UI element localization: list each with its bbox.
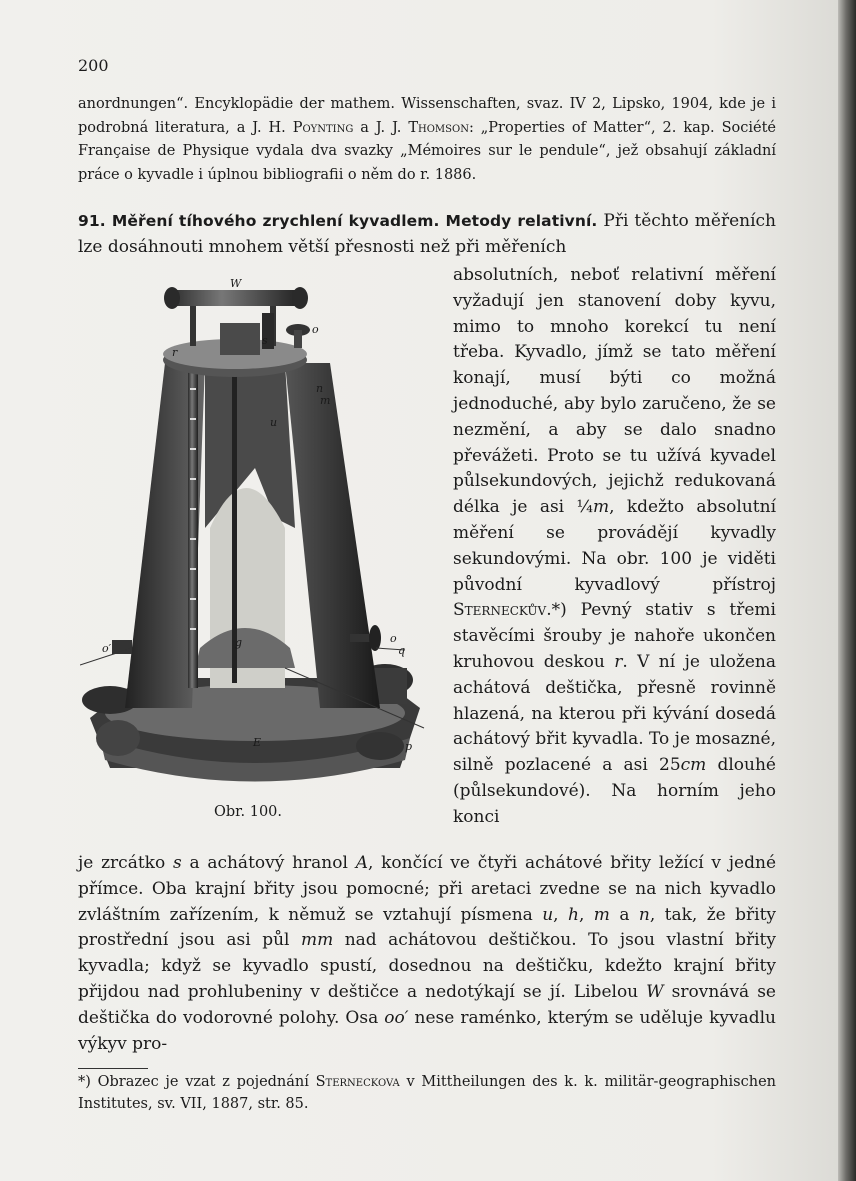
footnote: *) Obrazec je vzat z pojednání Sterneckova v Mittheilungen des k. k. militär-geographischen Institutes, sv. VII, 1887, str. 85.: [78, 1074, 776, 1112]
label-n: n: [316, 382, 324, 395]
fraction-quarter: ¼: [576, 497, 593, 518]
label-u: u: [270, 416, 278, 429]
label-m: m: [320, 394, 331, 407]
author-sterneck: Sterneckův: [453, 600, 547, 621]
book-gutter-shadow: [838, 0, 856, 1181]
pendulum-apparatus-illustration: [80, 268, 430, 808]
label-o-right: o: [390, 632, 397, 645]
author-sterneckova: Sterneckova: [315, 1074, 400, 1090]
page-number: 200: [78, 56, 109, 75]
footnote-rule: [78, 1068, 148, 1069]
section-91-lead: 91. Měření tíhového zrychlení kyvadlem. Metody relativní. Při těchto měřeních lze dosáhnouti mnohem větší přesnosti než při měřeních: [78, 211, 776, 257]
intro-paragraph: anordnungen“. Encyklopädie der mathem. Wissenschaften, svaz. IV 2, Lipsko, 1904, kde je i podrobná literatura, a J. H. Poynting a J. J. Thomson: „Properties of Matter“, 2. kap. Société Française de Physique vydala dva svazky „Mémoires sur le pendule“, jež obsahují základní práce o kyvadle i úplnou bibliografii o něm do r. 1886.: [78, 96, 776, 183]
label-s: s: [262, 334, 268, 347]
figure-caption: Obr. 100.: [214, 804, 283, 820]
section-heading: 91. Měření tíhového zrychlení kyvadlem. Metody relativní.: [78, 212, 598, 230]
label-E: E: [253, 736, 262, 749]
label-W: W: [230, 277, 242, 290]
label-q: q: [398, 644, 406, 657]
label-o-top: o: [312, 323, 319, 336]
label-p: p: [405, 740, 413, 753]
author-thomson: Thomson: [408, 119, 469, 136]
label-g: g: [235, 636, 243, 649]
right-column-paragraph: absolutních, neboť relativní měření vyžadují jen stanovení doby kyvu, mimo to mnoho korekcí tu není třeba. Kyvadlo, jímž se tato měření konají, musí býti co možná jednoduché, aby bylo zaručeno, že se nezmění, a aby se dalo snadno převážeti. Proto se tu užívá kyvadel půlsekundových, jejichž redukovaná délka je asi ¼m, kdežto absolutní měření se provádějí kyvadly sekundovými. Na obr. 100 je viděti původní kyvadlový přístroj Sterneckův.*) Pevný stativ s třemi stavěcími šrouby je nahoře ukončen kruhovou deskou r. V ní je uložena achátová deštička, přesně rovinně hlazená, na kterou při kývání dosedá achátový břit kyvadla. To je mosazné, silně pozlacené a asi 25cm dlouhé (půlsekundové). Na horním jeho konci: [453, 265, 777, 827]
label-r: r: [172, 346, 178, 359]
figure-pendulum-apparatus: [80, 268, 430, 808]
bottom-paragraph: je zrcátko s a achátový hranol A, končící ve čtyři achátové břity ležící v jedné přímce. Oba krajní břity jsou pomocné; při aretaci zvedne se na nich kyvadlo zvláštním zařízením, k němuž se vztahují písmena u, h, m a n, tak, že břity prostřední jsou asi půl mm nad achátovou deštičkou. To jsou vlastní břity kyvadla; když se kyvadlo spustí, dosednou na deštičku, kdežto krajní břity přijdou nad prohlubeniny v deštičce a nedotýkají se jí. Libelou W srovnává se deštička do vodorovné polohy. Osa oo′ nese raménko, kterým se uděluje kyvadlu výkyv pro-: [78, 853, 777, 1054]
label-o-left: o′: [102, 642, 112, 655]
author-poynting: Poynting: [292, 119, 354, 136]
